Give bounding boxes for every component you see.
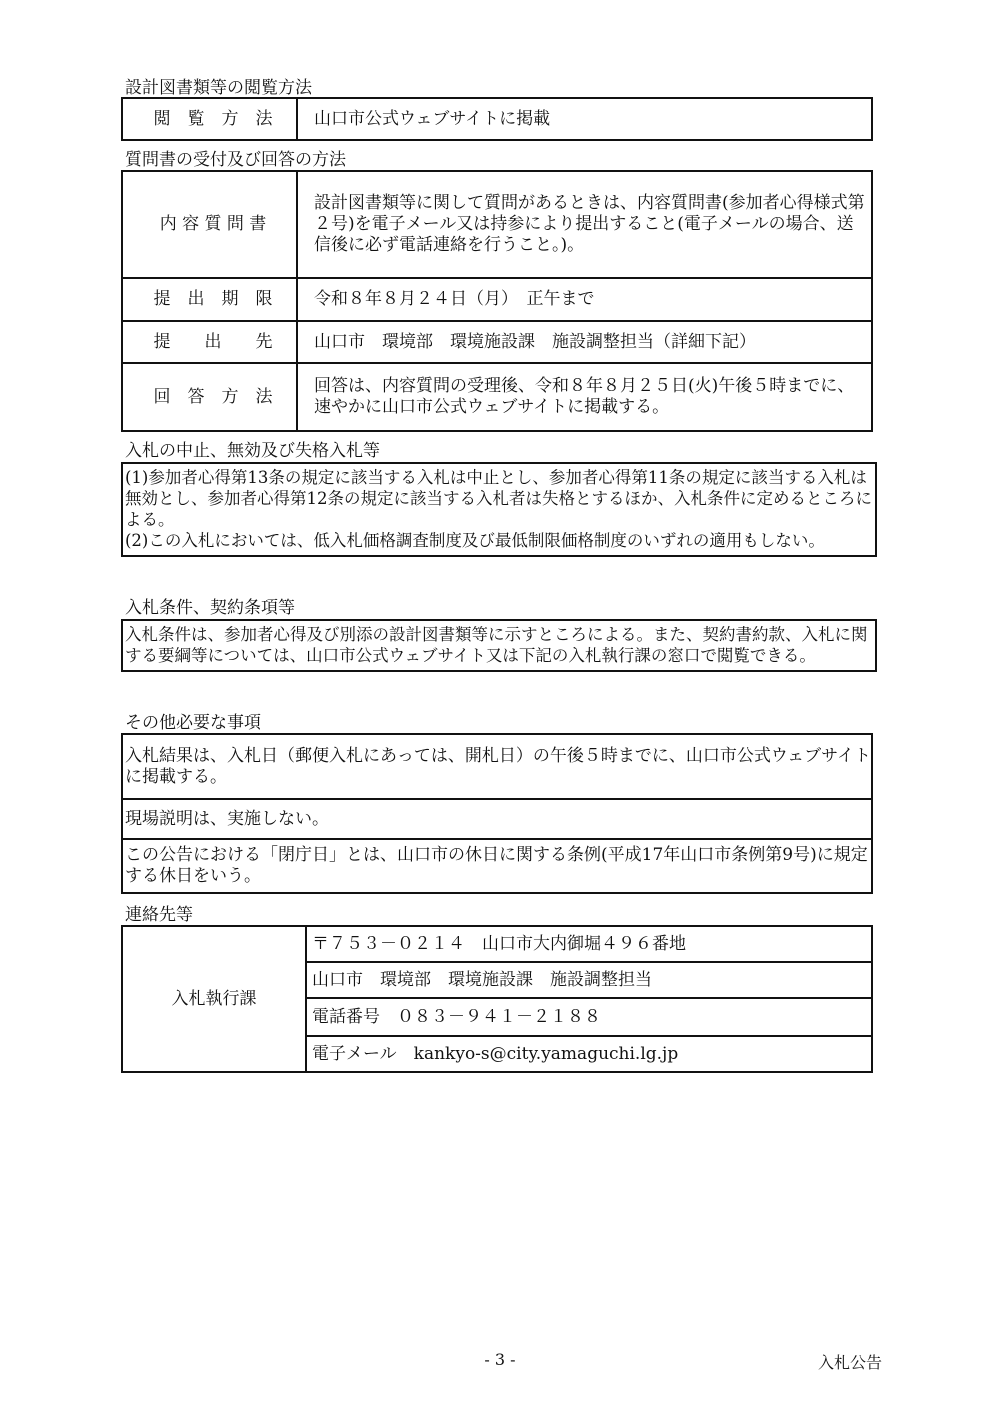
contact-section: 山口市 環境部 環境施設課 施設調整担当 <box>306 962 872 998</box>
section-title-contact: 連絡先等 <box>125 905 193 925</box>
other-item-closed-days: この公告における「閉庁日」とは、山口市の休日に関する条例(平成17年山口市条例第9号)に規定する休日をいう。 <box>122 839 872 893</box>
viewing-method-label: 閲 覧 方 法 <box>122 98 297 140</box>
contact-address: 〒７５３－０２１４ 山口市大内御堀４９６番地 <box>306 926 872 962</box>
conditions-box <box>121 619 877 672</box>
questions-table <box>121 170 873 432</box>
other-matters-table <box>121 733 873 894</box>
contact-email: 電子メール kankyo-s@city.yamaguchi.lg.jp <box>306 1036 872 1072</box>
cancellation-paragraph-1: (1)参加者心得第13条の規定に該当する入札は中止とし、参加者心得第11条の規定に該当する入札は無効とし、参加者心得第12条の規定に該当する入札者は失格とするほか、入札条件に定めるところによる。 <box>125 468 872 529</box>
answer-method-label: 回 答 方 法 <box>122 363 297 431</box>
contact-phone: 電話番号 ０８３－９４１－２１８８ <box>306 998 872 1036</box>
submit-to-label: 提 出 先 <box>122 321 297 363</box>
other-item-results: 入札結果は、入札日（郵便入札にあっては、開札日）の午後５時までに、山口市公式ウェブサイトに掲載する。 <box>122 734 872 799</box>
footer-doc-title: 入札公告 <box>818 1353 883 1372</box>
contact-dept-label: 入札執行課 <box>122 926 306 1072</box>
conditions-text: 入札条件は、参加者心得及び別添の設計図書類等に示すところによる。また、契約書約款、入札に関する要綱等については、山口市公式ウェブサイト又は下記の入札執行課の窓口で閲覧できる。 <box>125 625 868 665</box>
answer-method-value: 回答は、内容質問の受理後、令和８年８月２５日(火)午後５時までに、速やかに山口市公式ウェブサイトに掲載する。 <box>297 363 872 431</box>
deadline-label: 提 出 期 限 <box>122 278 297 321</box>
other-item-site-briefing: 現場説明は、実施しない。 <box>122 799 872 839</box>
section-title-conditions: 入札条件、契約条項等 <box>125 598 295 618</box>
contact-table <box>121 925 873 1073</box>
section-title-viewing: 設計図書類等の閲覧方法 <box>125 78 312 98</box>
cancellation-paragraph-2: (2)この入札においては、低入札価格調査制度及び最低制限価格制度のいずれの適用もしない。 <box>125 531 825 550</box>
viewing-method-value: 山口市公式ウェブサイトに掲載 <box>297 98 872 140</box>
cancellation-box <box>121 462 877 557</box>
submit-to-value: 山口市 環境部 環境施設課 施設調整担当（詳細下記） <box>297 321 872 363</box>
viewing-table <box>121 97 873 141</box>
deadline-value: 令和８年８月２４日（月） 正午まで <box>297 278 872 321</box>
question-form-value: 設計図書類等に関して質問があるときは、内容質問書(参加者心得様式第２号)を電子メール又は持参により提出すること(電子メールの場合、送信後に必ず電話連絡を行うこと。)。 <box>297 171 872 278</box>
page-number: - 3 - <box>484 1350 516 1369</box>
section-title-other: その他必要な事項 <box>125 713 261 733</box>
question-form-label: 内 容 質 問 書 <box>122 171 297 278</box>
section-title-cancellation: 入札の中止、無効及び失格入札等 <box>125 441 380 461</box>
section-title-questions: 質問書の受付及び回答の方法 <box>125 150 346 170</box>
